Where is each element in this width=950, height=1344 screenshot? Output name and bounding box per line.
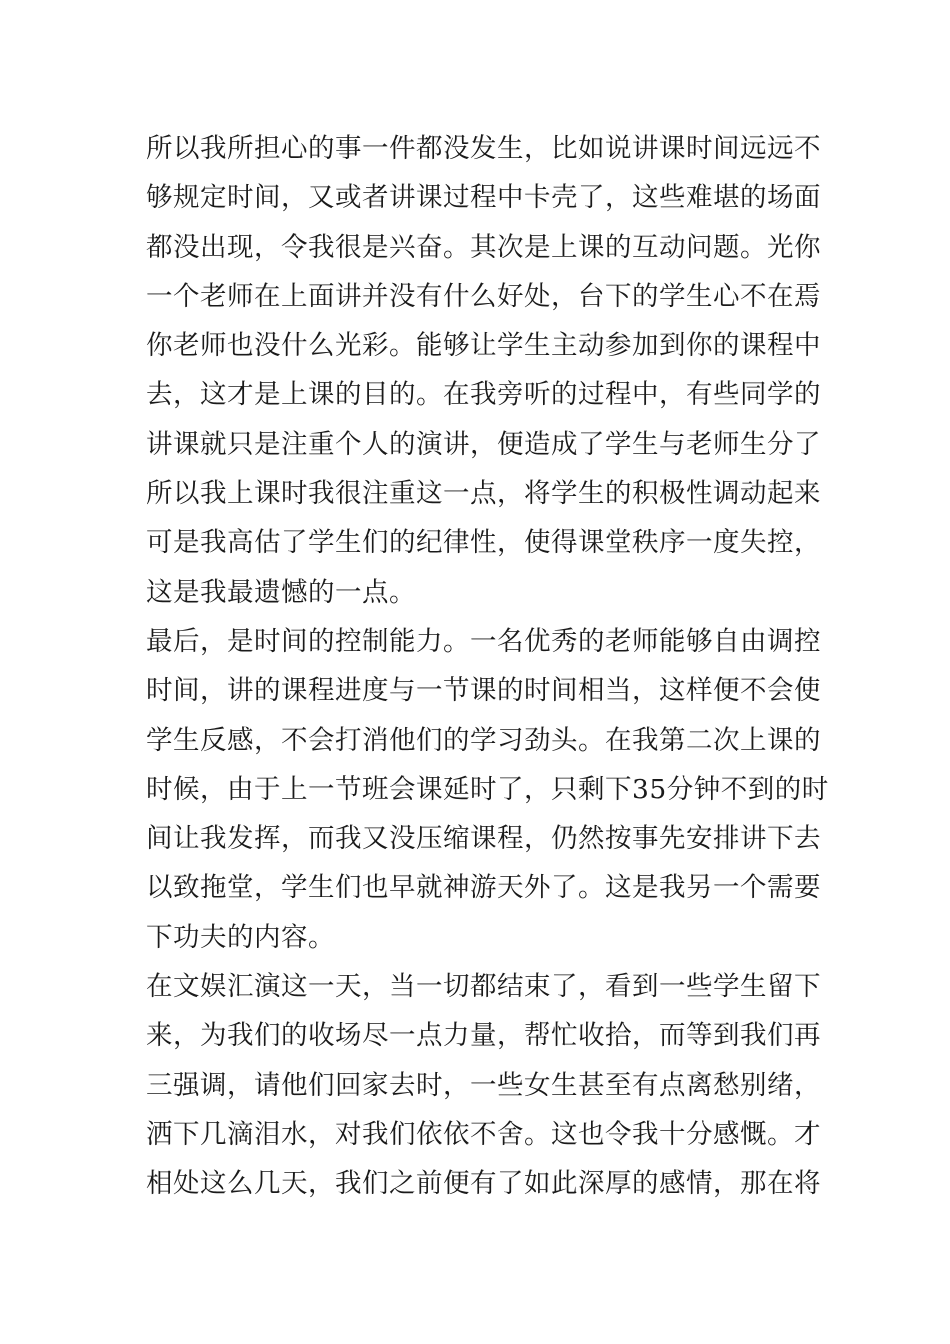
text-line: 够规定时间，又或者讲课过程中卡壳了，这些难堪的场面 [146,182,821,214]
text-line: 间让我发挥，而我又没压缩课程，仍然按事先安排讲下去 [146,823,821,855]
text-line: 一个老师在上面讲并没有什么好处，台下的学生心不在焉 [146,280,821,312]
text-line: 以致拖堂，学生们也早就神游天外了。这是我另一个需要 [146,872,821,904]
text-line: 这是我最遗憾的一点。 [146,576,416,608]
text-line: 下功夫的内容。 [146,921,335,953]
text-line: 去，这才是上课的目的。在我旁听的过程中，有些同学的 [146,379,821,411]
text-line: 所以我上课时我很注重这一点，将学生的积极性调动起来 [146,478,821,510]
text-line: 来，为我们的收场尽一点力量，帮忙收拾，而等到我们再 [146,1020,821,1052]
text-line: 相处这么几天，我们之前便有了如此深厚的感情，那在将 [146,1168,821,1200]
text-line: 讲课就只是注重个人的演讲，便造成了学生与老师生分了 [146,428,821,460]
text-line: 最后，是时间的控制能力。一名优秀的老师能够自由调控 [146,625,821,657]
text-line: 在文娱汇演这一天，当一切都结束了，看到一些学生留下 [146,971,821,1003]
text-line: 三强调，请他们回家去时，一些女生甚至有点离愁别绪， [146,1069,821,1101]
text-line: 所以我所担心的事一件都没发生，比如说讲课时间远远不 [146,133,821,164]
text-line: 可是我高估了学生们的纪律性，使得课堂秩序一度失控， [146,527,821,559]
text-line: 你老师也没什么光彩。能够让学生主动参加到你的课程中 [146,330,821,362]
text-line: 都没出现，令我很是兴奋。其次是上课的互动问题。光你 [146,231,821,263]
body-text [146,124,829,1209]
text-line: 时间，讲的课程进度与一节课的时间相当，这样便不会使 [146,675,821,707]
text-line: 洒下几滴泪水，对我们依依不舍。这也令我十分感慨。才 [146,1118,821,1150]
text-line: 时候，由于上一节班会课延时了，只剩下35分钟不到的时 [146,773,829,805]
text-line: 学生反感，不会打消他们的学习劲头。在我第二次上课的 [146,724,821,756]
